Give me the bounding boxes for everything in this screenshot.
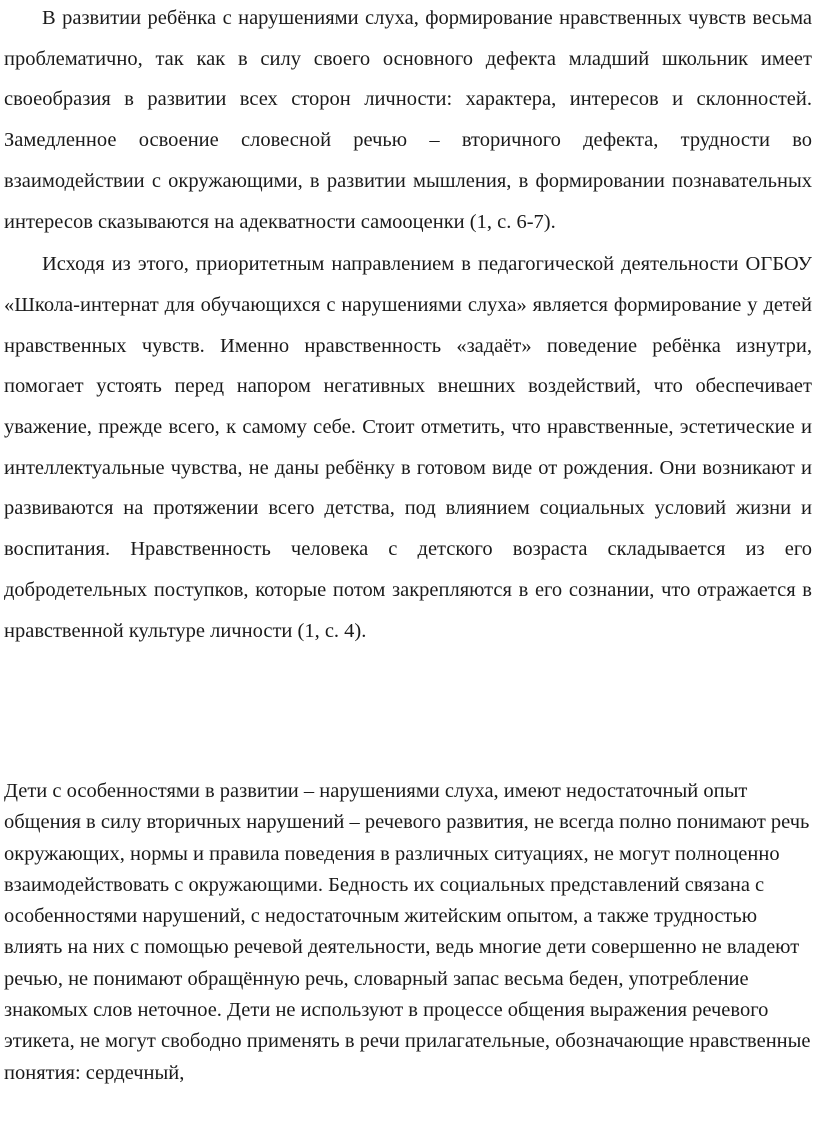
paragraph: В развитии ребёнка с нарушениями слуха, формирование нравственных чувств весьма проблематично, так как в силу своего основного дефекта младший школьник имеет своеобразия в развитии всех сторон личности: характера, интересов и склонностей. Замедленное освоение словесной речью – вторичного дефекта, трудности во взаимодействии с окружающими, в развитии мышления, в формировании познавательных интересов сказываются на адекватности самооценки (1, с. 6-7). xyxy=(4,7,812,233)
paragraph: Дети с особенностями в развитии – нарушениями слуха, имеют недостаточный опыт общения в силу вторичных нарушений – речевого развития, не всегда полно понимают речь окружающих, нормы и правила поведения в различных ситуациях, не могут полноценно взаимодействовать с окружающими. Бедность их социальных представлений связана с особенностями нарушений, с недостаточным житейским опытом, а также трудностью влиять на них с помощью речевой деятельности, ведь многие дети совершенно не владеют речью, не понимают обращённую речь, словарный запас весьма беден, употребление знакомых слов неточное. Дети не используют в процессе общения выражения речевого этикета, не могут свободно применять в речи прилагательные, обозначающие нравственные понятия: сердечный, xyxy=(4,780,811,1084)
paragraph: Исходя из этого, приоритетным направлением в педагогической деятельности ОГБОУ «Школа-интернат для обучающихся с нарушениями слуха» является формирование у детей нравственных чувств. Именно нравственность «задаёт» поведение ребёнка изнутри, помогает устоять перед напором негативных внешних воздействий, что обеспечивает уважение, прежде всего, к самому себе. Стоит отметить, что нравственные, эстетические и интеллектуальные чувства, не даны ребёнку в готовом виде от рождения. Они возникают и развиваются на протяжении всего детства, под влиянием социальных условий жизни и воспитания. Нравственность человека с детского возраста складывается из его добродетельных поступков, которые потом закрепляются в его сознании, что отражается в нравственной культуре личности (1, с. 4). xyxy=(4,253,812,642)
